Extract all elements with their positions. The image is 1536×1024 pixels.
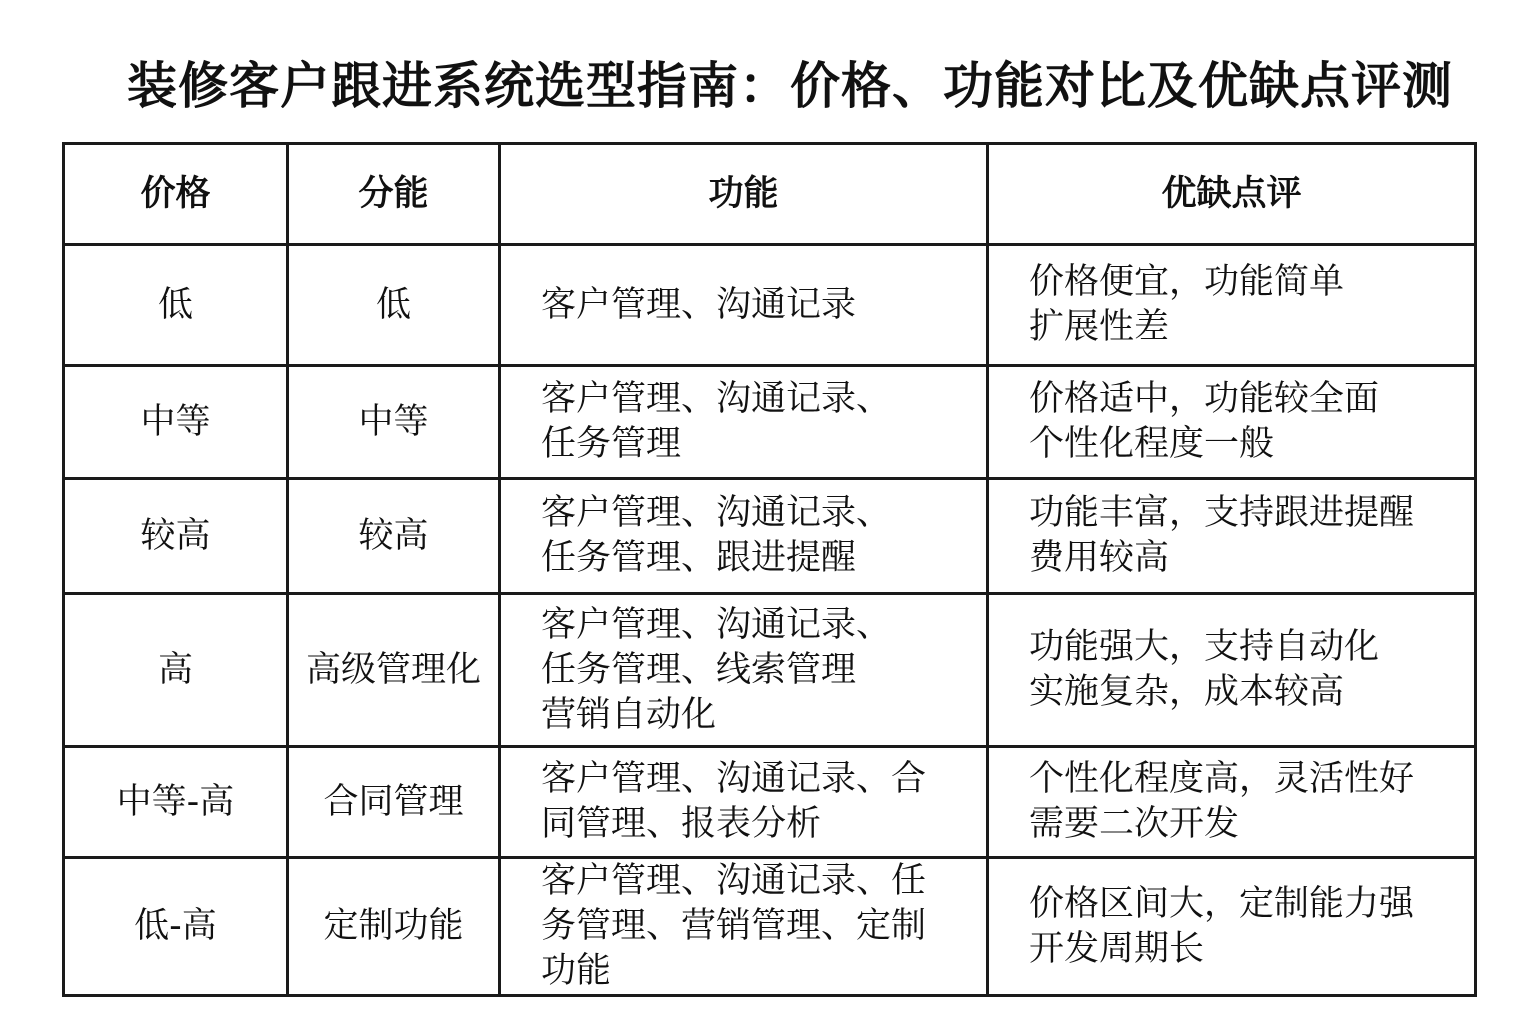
evaluation-cell bbox=[988, 858, 1476, 996]
evaluation-line: 价格区间大，定制能力强 bbox=[1029, 883, 1415, 924]
evaluation-cell bbox=[988, 366, 1476, 479]
evaluation-line: 费用较高 bbox=[1029, 538, 1170, 578]
features-line: 客户管理、沟通记录 bbox=[541, 284, 857, 325]
tier-cell: 低 bbox=[288, 245, 500, 366]
tier-cell: 定制功能 bbox=[288, 858, 500, 996]
page-title: 装修客户跟进系统选型指南：价格、功能对比及优缺点评测 bbox=[127, 57, 1453, 115]
evaluation-line: 扩展性差 bbox=[1029, 307, 1170, 347]
features-cell bbox=[500, 479, 988, 594]
evaluation-line: 实施复杂，成本较高 bbox=[1029, 672, 1345, 712]
features-line: 同管理、报表分析 bbox=[541, 804, 822, 844]
features-line: 客户管理、沟通记录、任 bbox=[541, 861, 927, 901]
features-cell bbox=[500, 858, 988, 996]
features-cell bbox=[500, 245, 988, 366]
header-tier: 分能 bbox=[288, 144, 500, 245]
table-row bbox=[64, 747, 1476, 858]
table-row bbox=[64, 245, 1476, 366]
evaluation-line: 开发周期长 bbox=[1029, 928, 1205, 969]
comparison-table bbox=[62, 142, 1477, 997]
price-cell: 低-高 bbox=[64, 858, 288, 996]
price-cell: 中等 bbox=[64, 366, 288, 479]
evaluation-line: 功能丰富，支持跟进提醒 bbox=[1029, 493, 1415, 533]
features-line: 客户管理、沟通记录、合 bbox=[541, 759, 927, 799]
price-cell: 较高 bbox=[64, 479, 288, 594]
features-line: 客户管理、沟通记录、 bbox=[541, 493, 892, 533]
tier-cell: 高级管理化 bbox=[288, 594, 500, 747]
header-price: 价格 bbox=[64, 144, 288, 245]
table-row bbox=[64, 858, 1476, 996]
features-line: 功能 bbox=[541, 951, 612, 991]
table-row bbox=[64, 594, 1476, 747]
tier-cell: 中等 bbox=[288, 366, 500, 479]
comparison-table-container bbox=[62, 142, 1474, 997]
tier-cell: 合同管理 bbox=[288, 747, 500, 858]
features-line: 任务管理 bbox=[541, 424, 682, 464]
price-cell: 中等-高 bbox=[64, 747, 288, 858]
features-cell bbox=[500, 594, 988, 747]
evaluation-cell bbox=[988, 245, 1476, 366]
features-line: 务管理、营销管理、定制 bbox=[541, 906, 927, 946]
features-cell bbox=[500, 366, 988, 479]
table-header-row bbox=[64, 144, 1476, 245]
features-line: 任务管理、跟进提醒 bbox=[541, 538, 857, 578]
table-row bbox=[64, 366, 1476, 479]
features-line: 客户管理、沟通记录、 bbox=[541, 604, 892, 645]
header-evaluation: 优缺点评 bbox=[988, 144, 1476, 245]
evaluation-cell bbox=[988, 479, 1476, 594]
features-line: 客户管理、沟通记录、 bbox=[541, 379, 892, 419]
header-features: 功能 bbox=[500, 144, 988, 245]
evaluation-cell bbox=[988, 594, 1476, 747]
price-cell: 高 bbox=[64, 594, 288, 747]
features-line: 营销自动化 bbox=[541, 694, 717, 735]
tier-cell: 较高 bbox=[288, 479, 500, 594]
features-cell bbox=[500, 747, 988, 858]
evaluation-line: 功能强大，支持自动化 bbox=[1029, 627, 1380, 667]
evaluation-line: 需要二次开发 bbox=[1029, 804, 1240, 844]
evaluation-cell bbox=[988, 747, 1476, 858]
evaluation-line: 个性化程度高，灵活性好 bbox=[1029, 759, 1415, 799]
table-row bbox=[64, 479, 1476, 594]
evaluation-line: 个性化程度一般 bbox=[1029, 424, 1275, 464]
price-cell: 低 bbox=[64, 245, 288, 366]
evaluation-line: 价格适中，功能较全面 bbox=[1029, 379, 1380, 419]
features-line: 任务管理、线索管理 bbox=[541, 649, 857, 690]
evaluation-line: 价格便宜，功能简单 bbox=[1029, 262, 1345, 302]
